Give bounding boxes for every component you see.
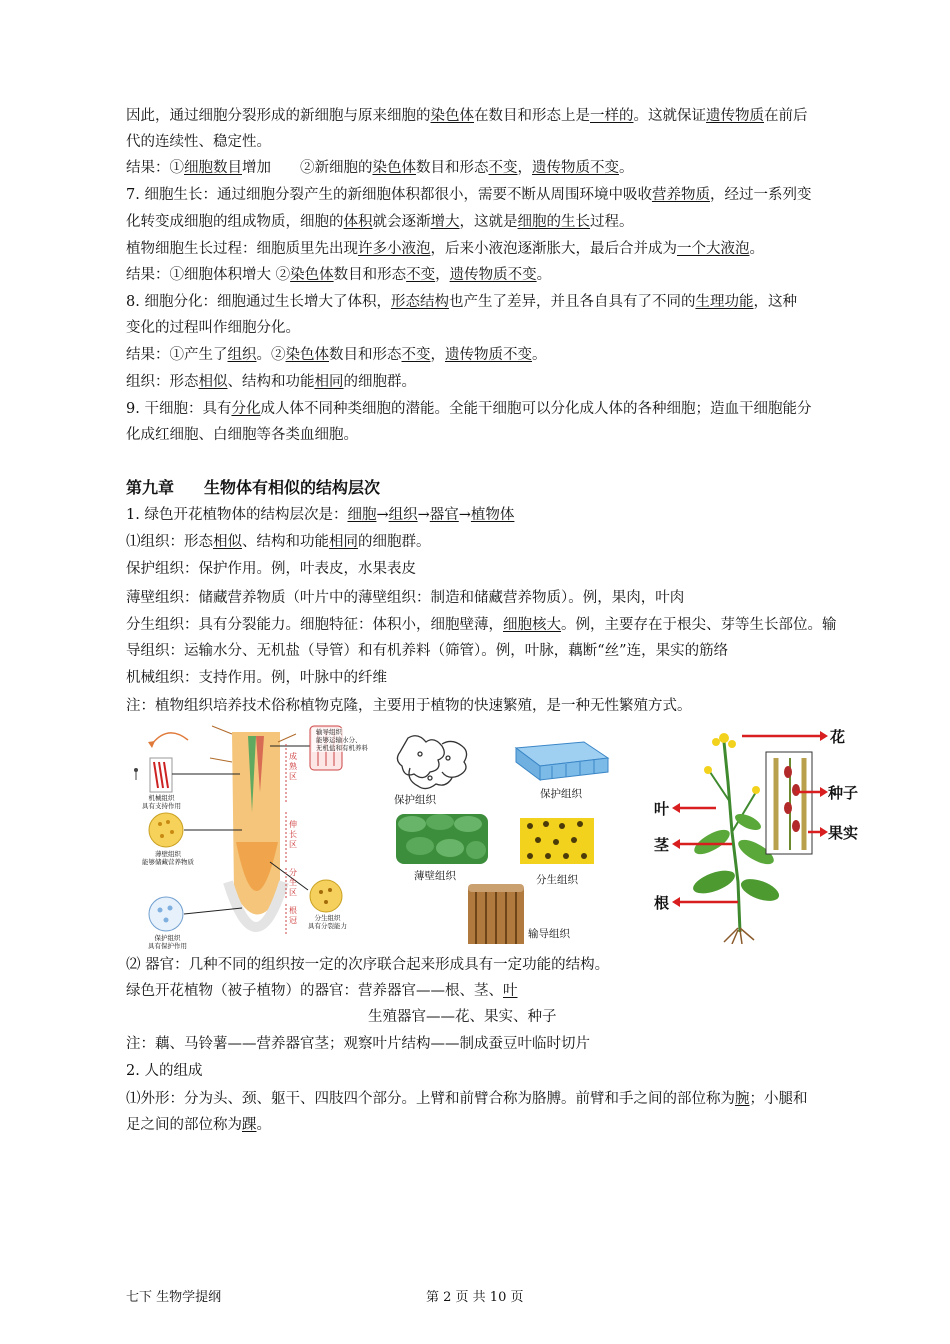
text-line: 因此，通过细胞分裂形成的新细胞与原来细胞的染色体在数目和形态上是一样的。这就保证遗传物质在前后 xyxy=(126,108,808,124)
text-line: 化成红细胞、白细胞等各类血细胞。 xyxy=(126,427,358,443)
text-line: 植物细胞生长过程：细胞质里先出现许多小液泡，后来小液泡逐渐胀大，最后合并成为一个大液泡。 xyxy=(126,241,764,257)
organ-label-fruit: 果实 xyxy=(828,824,859,842)
organ-label-stem: 茎 xyxy=(654,836,670,854)
text-line: 组织：形态相似、结构和功能相同的细胞群。 xyxy=(126,374,416,390)
text-line: 化转变成细胞的组成物质，细胞的体积就会逐渐增大，这就是细胞的生长过程。 xyxy=(126,214,634,230)
tissue-illustration xyxy=(390,730,620,944)
text-line: 足之间的部位称为踝。 xyxy=(126,1117,271,1133)
text-line: 结果：①细胞体积增大 ②染色体数目和形态不变，遗传物质不变。 xyxy=(126,267,552,283)
text-line: 注：植物组织培养技术俗称植物克隆，主要用于植物的快速繁殖，是一种无性繁殖方式。 xyxy=(126,698,692,714)
text-line: 结果：①产生了组织。②染色体数目和形态不变，遗传物质不变。 xyxy=(126,347,547,363)
footer-left: 七下 生物学提纲 xyxy=(126,1290,222,1305)
text-line: 2. 人的组成 xyxy=(126,1063,203,1079)
text-line: ⑴外形：分为头、颈、躯干、四肢四个部分。上臂和前臂合称为胳膊。前臂和手之间的部位称为腕；小腿和 xyxy=(126,1091,808,1107)
text-line: 生殖器官——花、果实、种子 xyxy=(368,1009,557,1025)
text-line: ⑴组织：形态相似、结构和功能相同的细胞群。 xyxy=(126,534,431,550)
text-line: 7. 细胞生长：通过细胞分裂产生的新细胞体积都很小，需要不断从周围环境中吸收营养物质，经过一系列变 xyxy=(126,187,812,203)
text-line: 导组织：运输水分、无机盐（导管）和有机养料（筛管）。例，叶脉，藕断“丝”连，果实的筋络 xyxy=(126,643,729,659)
tissue-caption: 输导组织 xyxy=(528,928,570,940)
text-line: 代的连续性、稳定性。 xyxy=(126,134,271,150)
text-line: 分生组织：具有分裂能力。细胞特征：体积小，细胞壁薄，细胞核大。例，主要存在于根尖、芽等生长部位。输 xyxy=(126,617,837,633)
text-line: 薄壁组织：储藏营养物质（叶片中的薄壁组织：制造和储藏营养物质）。例，果肉，叶肉 xyxy=(126,590,685,606)
organ-label-leaf: 叶 xyxy=(654,800,670,818)
tissue-caption: 薄壁组织 xyxy=(414,870,456,882)
organ-label-seed: 种子 xyxy=(828,784,859,802)
text-line: 变化的过程叫作细胞分化。 xyxy=(126,320,300,336)
footer-page-number: 第 2 页 共 10 页 xyxy=(426,1290,524,1305)
organ-label-root: 根 xyxy=(654,894,670,912)
tissue-caption: 保护组织 xyxy=(540,788,582,800)
text-line: 保护组织：保护作用。例，叶表皮，水果表皮 xyxy=(126,561,416,577)
plant-tissue-types-figure xyxy=(390,730,620,944)
text-line: 机械组织：支持作用。例，叶脉中的纤维 xyxy=(126,670,387,686)
text-line: 1. 绿色开花植物体的结构层次是：细胞→组织→器官→植物体 xyxy=(126,507,515,523)
root-tip-figure: 机械组织 具有支持作用 薄壁组织 能够储藏营养物质 保护组织 具有保护作用 输导组织 能够运输水分、 无机盐和有机养料 分生组织 具有分裂能力 成熟区 伸长区 分生区 根冠 xyxy=(128,722,373,954)
text-line: 结果：①细胞数目增加 ②新细胞的染色体数目和形态不变，遗传物质不变。 xyxy=(126,160,634,176)
text-line: 9. 干细胞：具有分化成人体不同种类细胞的潜能。全能干细胞可以分化成人体的各种细胞；造血干细胞能分 xyxy=(126,401,812,417)
text-line: 8. 细胞分化：细胞通过生长增大了体积，形态结构也产生了差异，并且各自具有了不同的生理功能，这种 xyxy=(126,294,797,310)
tissue-caption: 分生组织 xyxy=(536,874,578,886)
text-line: 绿色开花植物（被子植物）的器官：营养器官——根、茎、叶 xyxy=(126,983,518,999)
chapter-heading: 第九章 生物体有相似的结构层次 xyxy=(126,478,381,497)
text-line: ⑵ 器官：几种不同的组织按一定的次序联合起来形成具有一定功能的结构。 xyxy=(126,957,610,973)
flowering-plant-figure xyxy=(652,722,862,944)
text-line: 注：藕、马铃薯——营养器官茎；观察叶片结构——制成蚕豆叶临时切片 xyxy=(126,1036,590,1052)
organ-label-flower: 花 xyxy=(830,728,846,746)
tissue-caption: 保护组织 xyxy=(394,794,436,806)
